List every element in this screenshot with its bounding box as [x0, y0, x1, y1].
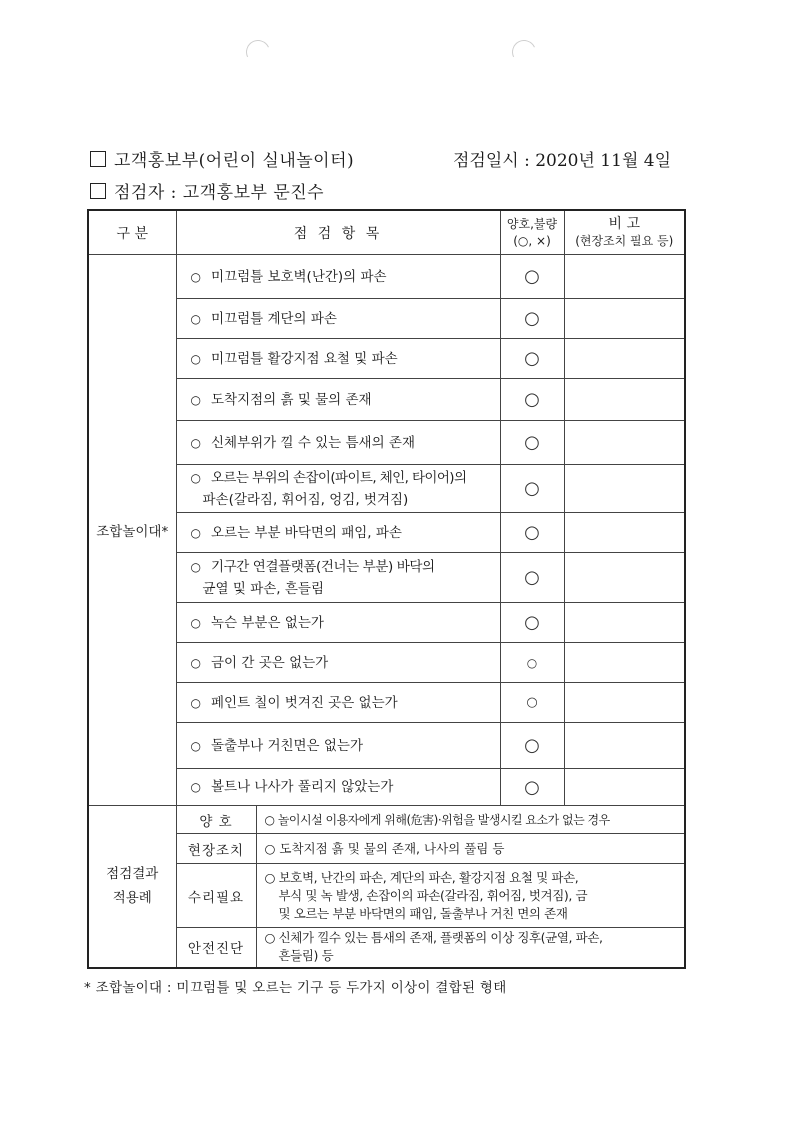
header-note: [564, 210, 685, 255]
punch-hole-left: [243, 37, 274, 68]
inspection-item: ○ 녹슨 부분은 없는가: [176, 603, 500, 643]
inspection-item: ○ 페인트 칠이 벗겨진 곳은 없는가: [176, 683, 500, 723]
result-label: 양 호: [176, 806, 256, 834]
header-status-line2: (○, ×): [513, 233, 551, 248]
checkbox[interactable]: [90, 151, 106, 167]
result-label: 현장조치: [176, 834, 256, 864]
status-mark: ○: [500, 769, 564, 806]
header-category: 구 분: [88, 210, 176, 255]
result-label: 수리필요: [176, 864, 256, 928]
inspection-item: ○ 미끄럼틀 계단의 파손: [176, 299, 500, 339]
inspection-item: ○ 기구간 연결플랫폼(건너는 부분) 바닥의 균열 및 파손, 흔들림: [176, 553, 500, 603]
note-cell: [564, 683, 685, 723]
inspection-item: ○ 도착지점의 흙 및 물의 존재: [176, 379, 500, 421]
status-mark: ○: [500, 299, 564, 339]
status-mark: ○: [500, 643, 564, 683]
inspection-item: ○ 미끄럼틀 활강지점 요철 및 파손: [176, 339, 500, 379]
header-status: [500, 210, 564, 255]
note-cell: [564, 299, 685, 339]
status-mark: ○: [500, 683, 564, 723]
header-note-line2: (현장조치 필요 등): [575, 233, 674, 248]
category-cell: 조합놀이대*: [88, 255, 176, 806]
header-note-line1: 비 고: [608, 215, 641, 232]
status-mark: ○: [500, 603, 564, 643]
result-description: ○ 신체가 낄수 있는 틈새의 존재, 플랫폼의 이상 징후(균열, 파손, 흔들림) 등: [256, 928, 685, 968]
note-cell: [564, 643, 685, 683]
org-line: [90, 146, 354, 171]
inspection-table: [87, 209, 686, 969]
status-mark: ○: [500, 553, 564, 603]
note-cell: [564, 603, 685, 643]
note-cell: [564, 513, 685, 553]
inspection-date: 점검일시 : 2020년 11월 4일: [453, 151, 672, 171]
inspection-item: ○ 신체부위가 낄 수 있는 틈새의 존재: [176, 421, 500, 465]
note-cell: [564, 379, 685, 421]
status-mark: ○: [500, 255, 564, 299]
note-cell: [564, 769, 685, 806]
note-cell: [564, 465, 685, 513]
org-text: 고객홍보부(어린이 실내놀이터): [114, 151, 355, 171]
inspection-item: ○ 금이 간 곳은 없는가: [176, 643, 500, 683]
note-cell: [564, 723, 685, 769]
inspection-item: ○ 오르는 부위의 손잡이(파이트, 체인, 타이어)의 파손(갈라짐, 휘어짐, 엉김, 벗겨짐): [176, 465, 500, 513]
result-description: ○ 놀이시설 이용자에게 위해(危害)·위험을 발생시킬 요소가 없는 경우: [256, 806, 685, 834]
inspection-item: ○ 오르는 부분 바닥면의 패임, 파손: [176, 513, 500, 553]
inspector-text: 점검자 : 고객홍보부 문진수: [114, 183, 325, 203]
inspector-line: [90, 178, 324, 203]
status-mark: ○: [500, 339, 564, 379]
result-description: ○ 도착지점 흙 및 물의 존재, 나사의 풀림 등: [256, 834, 685, 864]
note-cell: [564, 421, 685, 465]
inspection-item: ○ 돌출부나 거친면은 없는가: [176, 723, 500, 769]
result-label: 안전진단: [176, 928, 256, 968]
header-status-line1: 양호,불량: [506, 216, 558, 231]
note-cell: [564, 339, 685, 379]
status-mark: ○: [500, 465, 564, 513]
status-mark: ○: [500, 723, 564, 769]
punch-hole-right: [509, 37, 540, 68]
status-mark: ○: [500, 421, 564, 465]
checkbox[interactable]: [90, 183, 106, 199]
status-mark: ○: [500, 379, 564, 421]
result-description: ○ 보호벽, 난간의 파손, 계단의 파손, 활강지점 요철 및 파손, 부식 및 녹 발생, 손잡이의 파손(갈라짐, 휘어짐, 벗겨짐), 금 및 오르는 부분 바닥면의 패임, 돌출부나 거친 면의 존재: [256, 864, 685, 928]
note-cell: [564, 255, 685, 299]
note-cell: [564, 553, 685, 603]
status-mark: ○: [500, 513, 564, 553]
header-item: 점 검 항 목: [176, 210, 500, 255]
footnote: * 조합놀이대 : 미끄럼틀 및 오르는 기구 등 두가지 이상이 결합된 형태: [84, 980, 507, 996]
inspection-item: ○ 볼트나 나사가 풀리지 않았는가: [176, 769, 500, 806]
results-category: 점검결과 적용례: [88, 806, 176, 968]
inspection-item: ○ 미끄럼틀 보호벽(난간)의 파손: [176, 255, 500, 299]
